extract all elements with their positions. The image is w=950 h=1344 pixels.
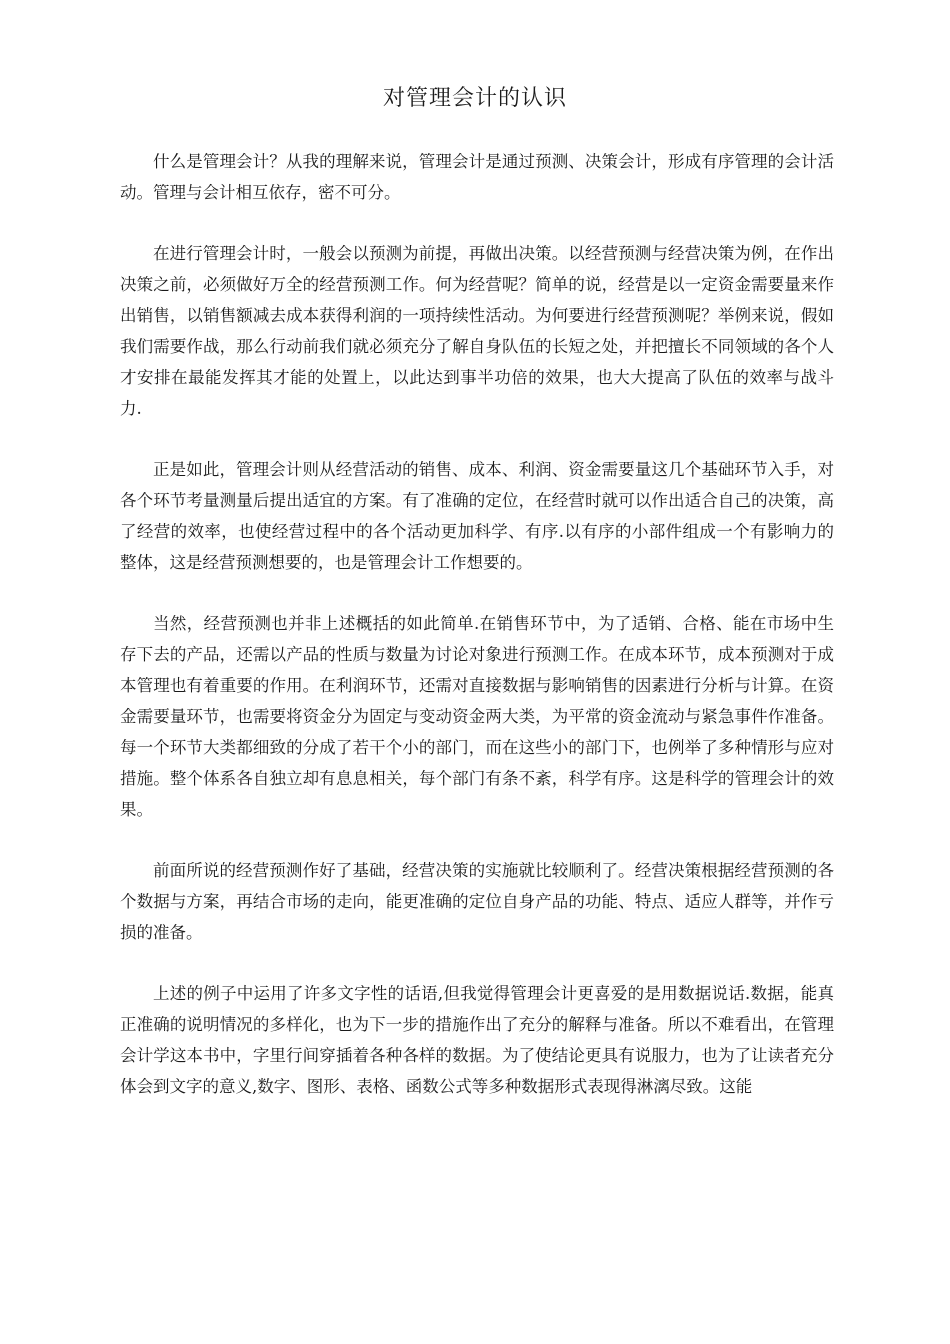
paragraph-3: 正是如此，管理会计则从经营活动的销售、成本、利润、资金需要量这几个基础环节入手，对各个环节考量测量后提出适宜的方案。有了准确的定位，在经营时就可以作出适合自己的决策，高了经营的效率，也使经营过程中的各个活动更加科学、有序.以有序的小部件组成一个有影响力的整体，这是经营预测想要的，也是管理会计工作想要的。 xyxy=(120,460,834,572)
paragraph-5: 前面所说的经营预测作好了基础，经营决策的实施就比较顺利了。经营决策根据经营预测的各个数据与方案，再结合市场的走向，能更准确的定位自身产品的功能、特点、适应人群等，并作亏损的准备。 xyxy=(120,861,834,942)
paragraph-6: 上述的例子中运用了许多文字性的话语,但我觉得管理会计更喜爱的是用数据说话.数据，能真正准确的说明情况的多样化，也为下一步的措施作出了充分的解释与准备。所以不难看出，在管理会计学这本书中，字里行间穿插着各种各样的数据。为了使结论更具有说服力，也为了让读者充分体会到文字的意义,数字、图形、表格、函数公式等多种数据形式表现得淋漓尽致。这能 xyxy=(120,984,834,1096)
document-body xyxy=(120,146,834,1132)
paragraph-2: 在进行管理会计时，一般会以预测为前提，再做出决策。以经营预测与经营决策为例，在作出决策之前，必须做好万全的经营预测工作。何为经营呢？简单的说，经营是以一定资金需要量来作出销售，以销售额减去成本获得利润的一项持续性活动。为何要进行经营预测呢？举例来说，假如我们需要作战，那么行动前我们就必须充分了解自身队伍的长短之处，并把擅长不同领域的各个人才安排在最能发挥其才能的处置上，以此达到事半功倍的效果，也大大提高了队伍的效率与战斗力. xyxy=(120,244,834,418)
document-title: 对管理会计的认识 xyxy=(382,86,567,111)
paragraph-4: 当然，经营预测也并非上述概括的如此简单.在销售环节中，为了适销、合格、能在市场中生存下去的产品，还需以产品的性质与数量为讨论对象进行预测工作。在成本环节，成本预测对于成本管理也有着重要的作用。在利润环节，还需对直接数据与影响销售的因素进行分析与计算。在资金需要量环节，也需要将资金分为固定与变动资金两大类，为平常的资金流动与紧急事件作准备。每一个环节大类都细致的分成了若干个小的部门，而在这些小的部门下，也例举了多种情形与应对措施。整个体系各自独立却有息息相关，每个部门有条不紊，科学有序。这是科学的管理会计的效果。 xyxy=(120,614,834,819)
paragraph-1: 什么是管理会计？从我的理解来说，管理会计是通过预测、决策会计，形成有序管理的会计活动。管理与会计相互依存，密不可分。 xyxy=(120,152,834,202)
